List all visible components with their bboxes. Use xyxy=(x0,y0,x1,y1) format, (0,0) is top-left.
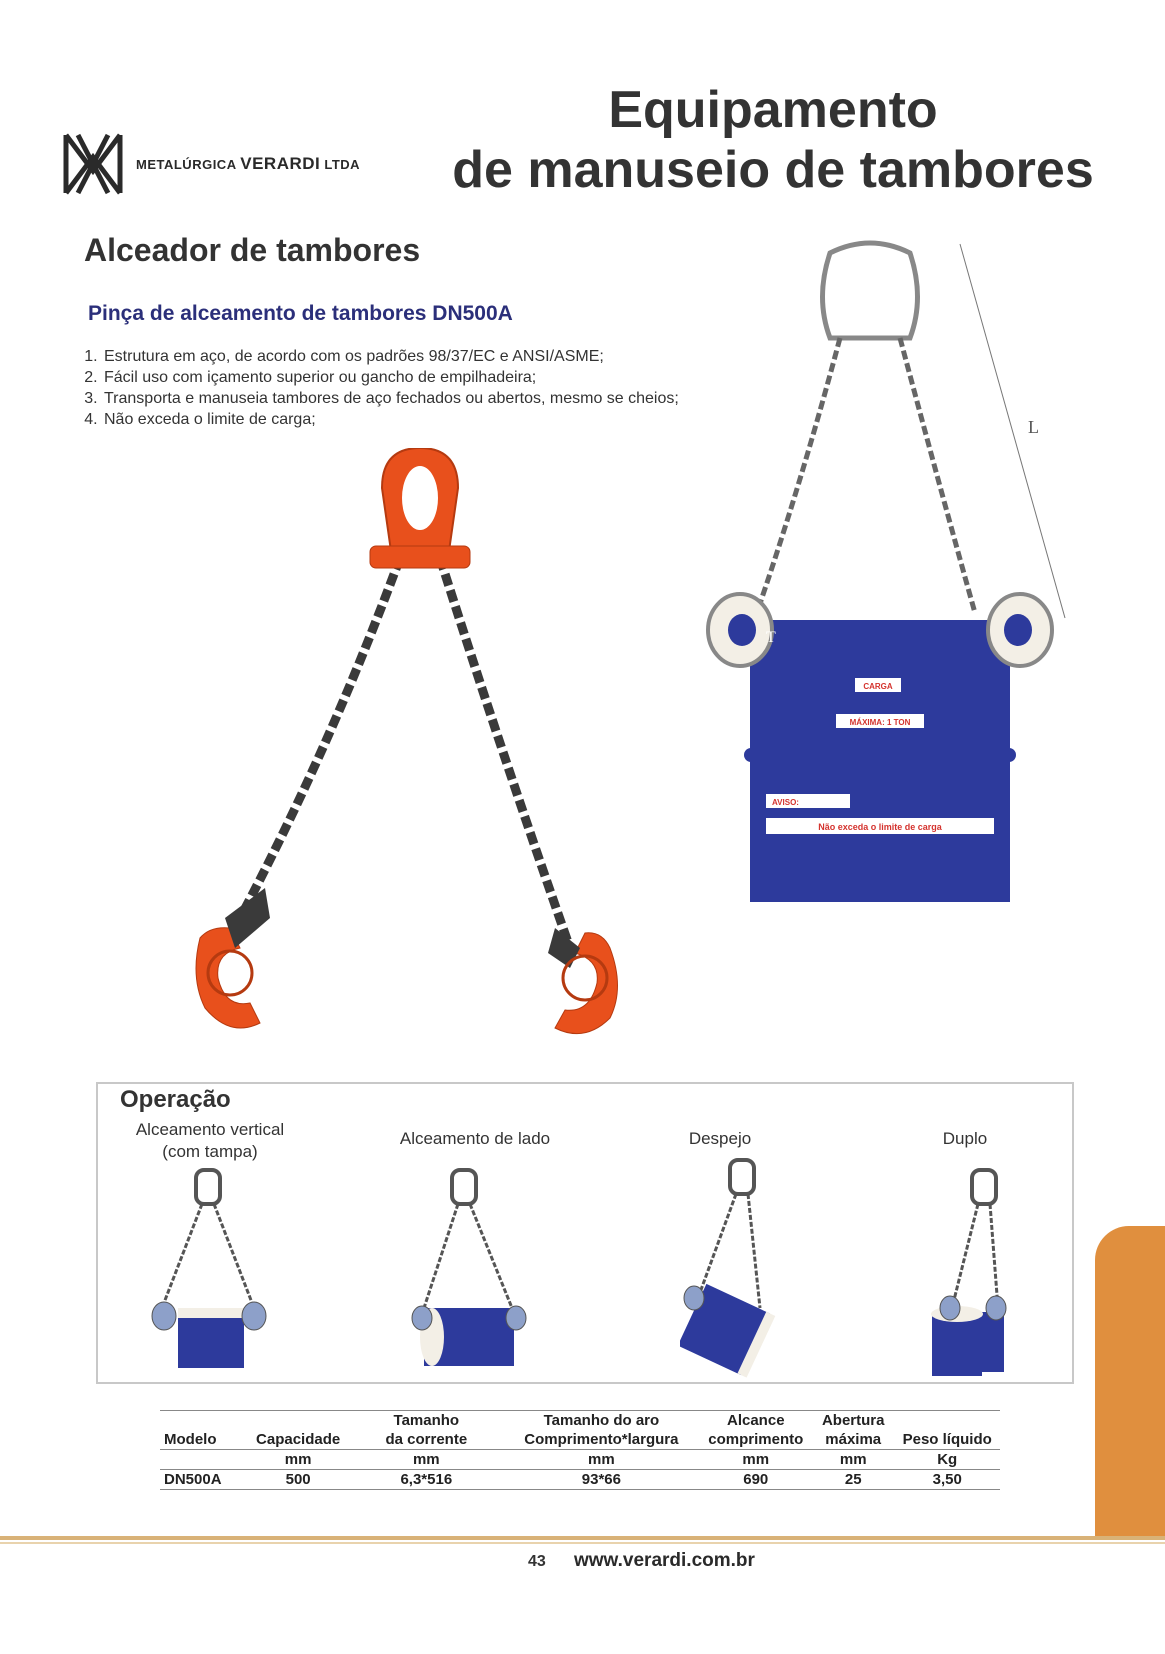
dimension-label: L xyxy=(1028,417,1039,437)
chain-left xyxy=(240,558,400,918)
spec-unit: mm xyxy=(349,1450,503,1470)
spec-cell-opening: 25 xyxy=(812,1470,894,1490)
spec-cell-reach: 690 xyxy=(700,1470,813,1490)
spec-unit xyxy=(160,1450,247,1470)
diagram-ring-icon xyxy=(823,243,918,338)
spec-units-row xyxy=(160,1450,1000,1470)
operation-side-illustration xyxy=(410,1168,530,1368)
drum-rib xyxy=(744,748,1016,762)
spec-header-weight: Peso líquido xyxy=(894,1411,1000,1450)
operation-dump-illustration xyxy=(680,1158,780,1378)
clamp-left-icon xyxy=(196,888,270,1028)
operation-vertical-illustration xyxy=(150,1168,270,1368)
clamp-right-icon xyxy=(548,928,618,1034)
spec-unit: Kg xyxy=(894,1450,1000,1470)
footer-divider xyxy=(0,1536,1165,1540)
drum-label-1: CARGA xyxy=(863,682,893,691)
drum-label-3: AVISO: xyxy=(772,798,799,807)
page-title-line-1: Equipamento xyxy=(608,81,938,139)
product-photo xyxy=(170,448,650,1068)
spec-cell-capacity: 500 xyxy=(247,1470,349,1490)
diagram-clamp-right-icon xyxy=(988,594,1052,666)
spec-cell-weight: 3,50 xyxy=(894,1470,1000,1490)
spec-unit: mm xyxy=(812,1450,894,1470)
page-edge-tab xyxy=(1095,1226,1165,1538)
spec-header-capacity: Capacidade xyxy=(247,1411,349,1450)
operation-double-illustration xyxy=(928,1168,1008,1388)
spec-header-row xyxy=(160,1411,1000,1450)
company-brand: VERARDI xyxy=(240,154,321,173)
product-title: Pinça de alceamento de tambores DN500A xyxy=(88,302,513,325)
diagram-chain-right xyxy=(900,338,975,613)
section-title: Alceador de tambores xyxy=(84,232,421,268)
page-title-line-2: de manuseio de tambores xyxy=(452,141,1094,199)
company-logo xyxy=(62,130,392,198)
spec-header-opening: Abertura máxima xyxy=(812,1411,894,1450)
lifting-diagram xyxy=(700,238,1100,908)
spec-unit: mm xyxy=(503,1450,699,1470)
spec-table xyxy=(160,1410,1000,1490)
spec-header-model: Modelo xyxy=(160,1411,247,1450)
company-suffix: LTDA xyxy=(324,157,361,172)
page-title xyxy=(433,80,1113,200)
ring-connector xyxy=(370,546,470,568)
spec-header-ring-size: Tamanho do aro Comprimento*largura xyxy=(503,1411,699,1450)
spec-cell-ring-size: 93*66 xyxy=(503,1470,699,1490)
footer-divider-thin xyxy=(0,1542,1165,1544)
chain-right xyxy=(440,558,570,948)
feature-item: 1. Estrutura em aço, de acordo com os padrões 98/37/EC e ANSI/ASME; xyxy=(102,346,682,367)
spec-cell-chain-size: 6,3*516 xyxy=(349,1470,503,1490)
website-link[interactable]: www.verardi.com.br xyxy=(574,1550,755,1571)
feature-list xyxy=(82,346,682,430)
spec-header-reach: Alcance comprimento xyxy=(700,1411,813,1450)
diagram-chain-left xyxy=(755,338,840,618)
feature-item: 3. Transporta e manuseia tambores de aço fechados ou abertos, mesmo se cheios; xyxy=(102,388,682,409)
verardi-logo-icon xyxy=(62,131,124,197)
drum-label-2: MÁXIMA: 1 TON xyxy=(849,718,911,727)
spec-header-chain-size: Tamanho da corrente xyxy=(349,1411,503,1450)
diagram-clamp-left-icon xyxy=(708,594,772,666)
operation-label-vertical: Alceamento vertical (com tampa) xyxy=(135,1120,285,1161)
operation-label-side: Alceamento de lado xyxy=(399,1129,551,1148)
spec-unit: mm xyxy=(700,1450,813,1470)
feature-item: 2. Fácil uso com içamento superior ou gancho de empilhadeira; xyxy=(102,367,682,388)
drum-label-4: Não exceda o limite de carga xyxy=(818,822,942,832)
clamp-label: T xyxy=(766,629,776,646)
feature-item: 4. Não exceda o limite de carga; xyxy=(102,409,682,430)
operation-label-double: Duplo xyxy=(942,1129,988,1148)
company-name-small: METALÚRGICA xyxy=(136,157,237,172)
operation-title: Operação xyxy=(120,1086,231,1113)
page-number: 43 xyxy=(528,1553,546,1570)
spec-unit: mm xyxy=(247,1450,349,1470)
table-row xyxy=(160,1470,1000,1490)
dimension-line xyxy=(960,244,1065,618)
company-name xyxy=(136,154,360,174)
master-ring-hole xyxy=(402,466,438,530)
spec-cell-model: DN500A xyxy=(160,1470,247,1490)
operation-label-dump: Despejo xyxy=(688,1129,752,1148)
